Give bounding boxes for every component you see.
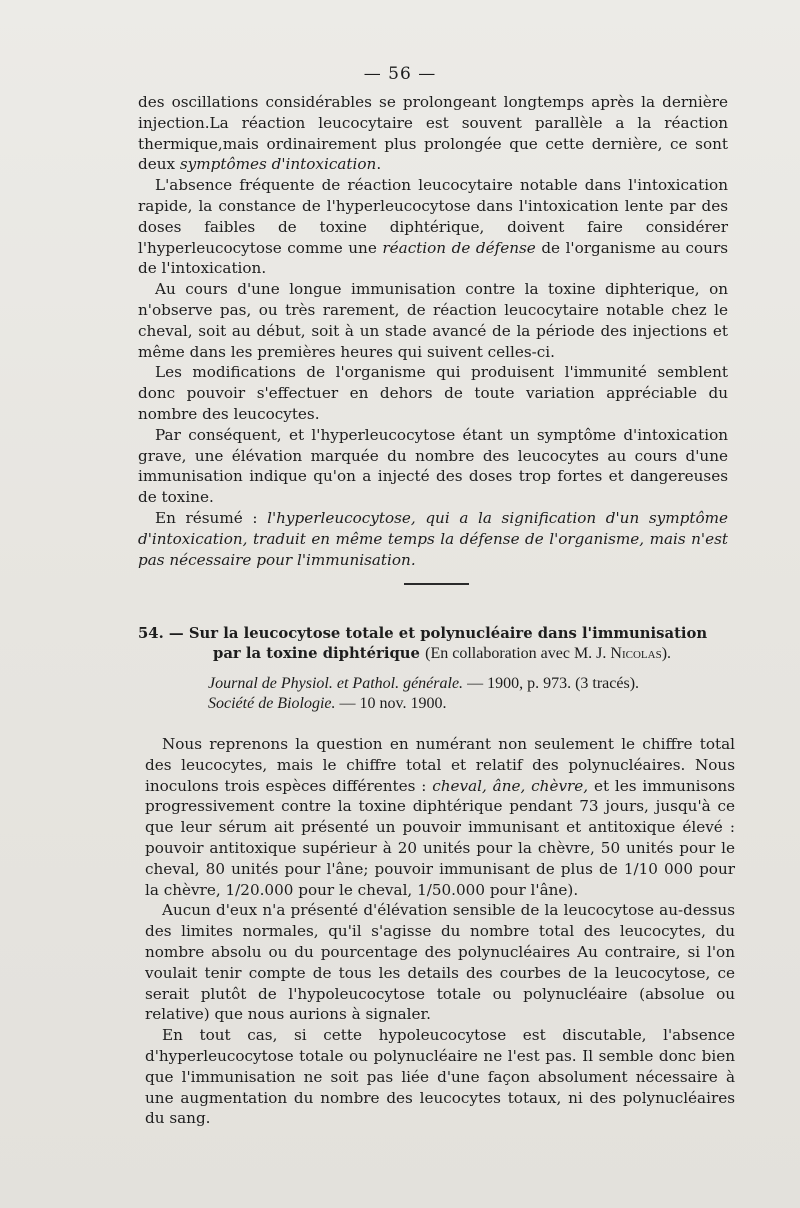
- page-number: — 56 —: [363, 64, 437, 84]
- reference-society: Société de Biologie. — 10 nov. 1900.: [208, 695, 447, 712]
- emphasis: réaction de défense: [382, 238, 536, 257]
- bibliography-entry: [138, 624, 732, 714]
- paragraph: Nous reprenons la question en numérant non seulement le chiffre total des leucocytes, mais le chiffre total et relatif des polynucléaires. Nous inoculons trois espèces différentes : cheval, âne, chèvre, et les immunisons progressivement contre la toxine diphtérique pendant 73 jours, jusqu'à ce que leur sérum ait présenté un pouvoir immunisant et antitoxique élevé : pouvoir antitoxique supérieur à 20 unités pour la chèvre, 50 unités pour le cheval, 80 unités pour l'âne; pouvoir immunisant de plus de 1/10 000 pour la chèvre, 1/20.000 pour le cheval, 1/50.000 pour l'âne).: [145, 735, 736, 899]
- emphasis: symptômes d'intoxication: [179, 155, 377, 174]
- section-divider: [404, 583, 469, 585]
- paragraph: Les modifications de l'organisme qui produisent l'immunité semblent donc pouvoir s'effectuer en dehors de toute variation appréciable du nombre des leucocytes.: [138, 363, 728, 423]
- paragraph: En tout cas, si cette hypoleucocytose est discutable, l'absence d'hyperleucocytose totale ou polynucléaire ne l'est pas. Il semble donc bien que l'immunisation ne soit pas liée d'une façon absolument nécessaire à une augmentation du nombre des leucocytes totaux, ni des polynucléaires du sang.: [145, 1026, 735, 1128]
- entry-title: [138, 624, 732, 664]
- paragraph: L'absence fréquente de réaction leucocytaire notable dans l'intoxication rapide, la constance de l'hyperleucocytose dans l'intoxication lente par des doses faibles de toxine diphtérique, doivent faire considérer l'hyperleucocytose comme une réaction de défense de l'organisme au cours de l'intoxication.: [138, 176, 729, 278]
- summary-paragraph: En résumé : l'hyperleucocytose, qui a la signification d'un symptôme d'intoxication, traduit en même temps la défense de l'organisme, mais n'est pas nécessaire pour l'immunisation.: [138, 508, 729, 569]
- emphasis: cheval, âne, chèvre,: [432, 776, 589, 795]
- entry-references: [138, 674, 732, 714]
- paragraph: des oscillations considérables se prolongeant longtemps après la dernière injection.La réaction leucocytaire est souvent parallèle a la réaction thermique,mais ordinairement plus prolongée que cette dernière, ce sont deux symptômes d'intoxication.: [138, 93, 728, 174]
- entry-number: 54.: [138, 625, 164, 642]
- summary-emphasis: l'hyperleucocytose, qui a la signification d'un symptôme d'intoxication, traduit en même temps la défense de l'organisme, mais n'est pas nécessaire pour l'immunisation.: [138, 508, 729, 569]
- paragraph: Par conséquent, et l'hyperleucocytose étant un symptôme d'intoxication grave, une élévation marquée du nombre des leucocytes au cours d'une immunisation indique qu'on a injecté des doses trop fortes et dangereuses de toxine.: [138, 425, 728, 507]
- reference-journal: Journal de Physiol. et Pathol. générale. — 1900, p. 973. (3 tracés).: [208, 675, 640, 692]
- paragraph: Aucun d'eux n'a présenté d'élévation sensible de la leucocytose au-dessus des limites normales, qu'il s'agisse du nombre total des leucocytes, du nombre absolu ou du pourcentage des polynucléaires Au contraire, si l'on voulait tenir compte de tous les details des courbes de la leucocytose, ce serait plutôt de l'hypoleucocytose totale ou polynucléaire (absolue ou relative) que nous aurions à signaler.: [145, 901, 735, 1024]
- text-block-conclusions: [138, 92, 728, 570]
- text-block-entry-body: [145, 734, 735, 1129]
- paragraph: Au cours d'une longue immunisation contre la toxine diphterique, on n'observe pas, ou très rarement, de réaction leucocytaire notable chez le cheval, soit au début, soit à un stade avancé de la période des injections et même dans les premières heures qui suivent celles-ci.: [138, 280, 728, 361]
- entry-collaboration: (En collaboration avec M. J. Nicolas).: [425, 645, 672, 662]
- entry-title-text: — Sur la leucocytose totale et polynucléaire dans l'immunisation par la toxine diphtérique: [168, 625, 708, 662]
